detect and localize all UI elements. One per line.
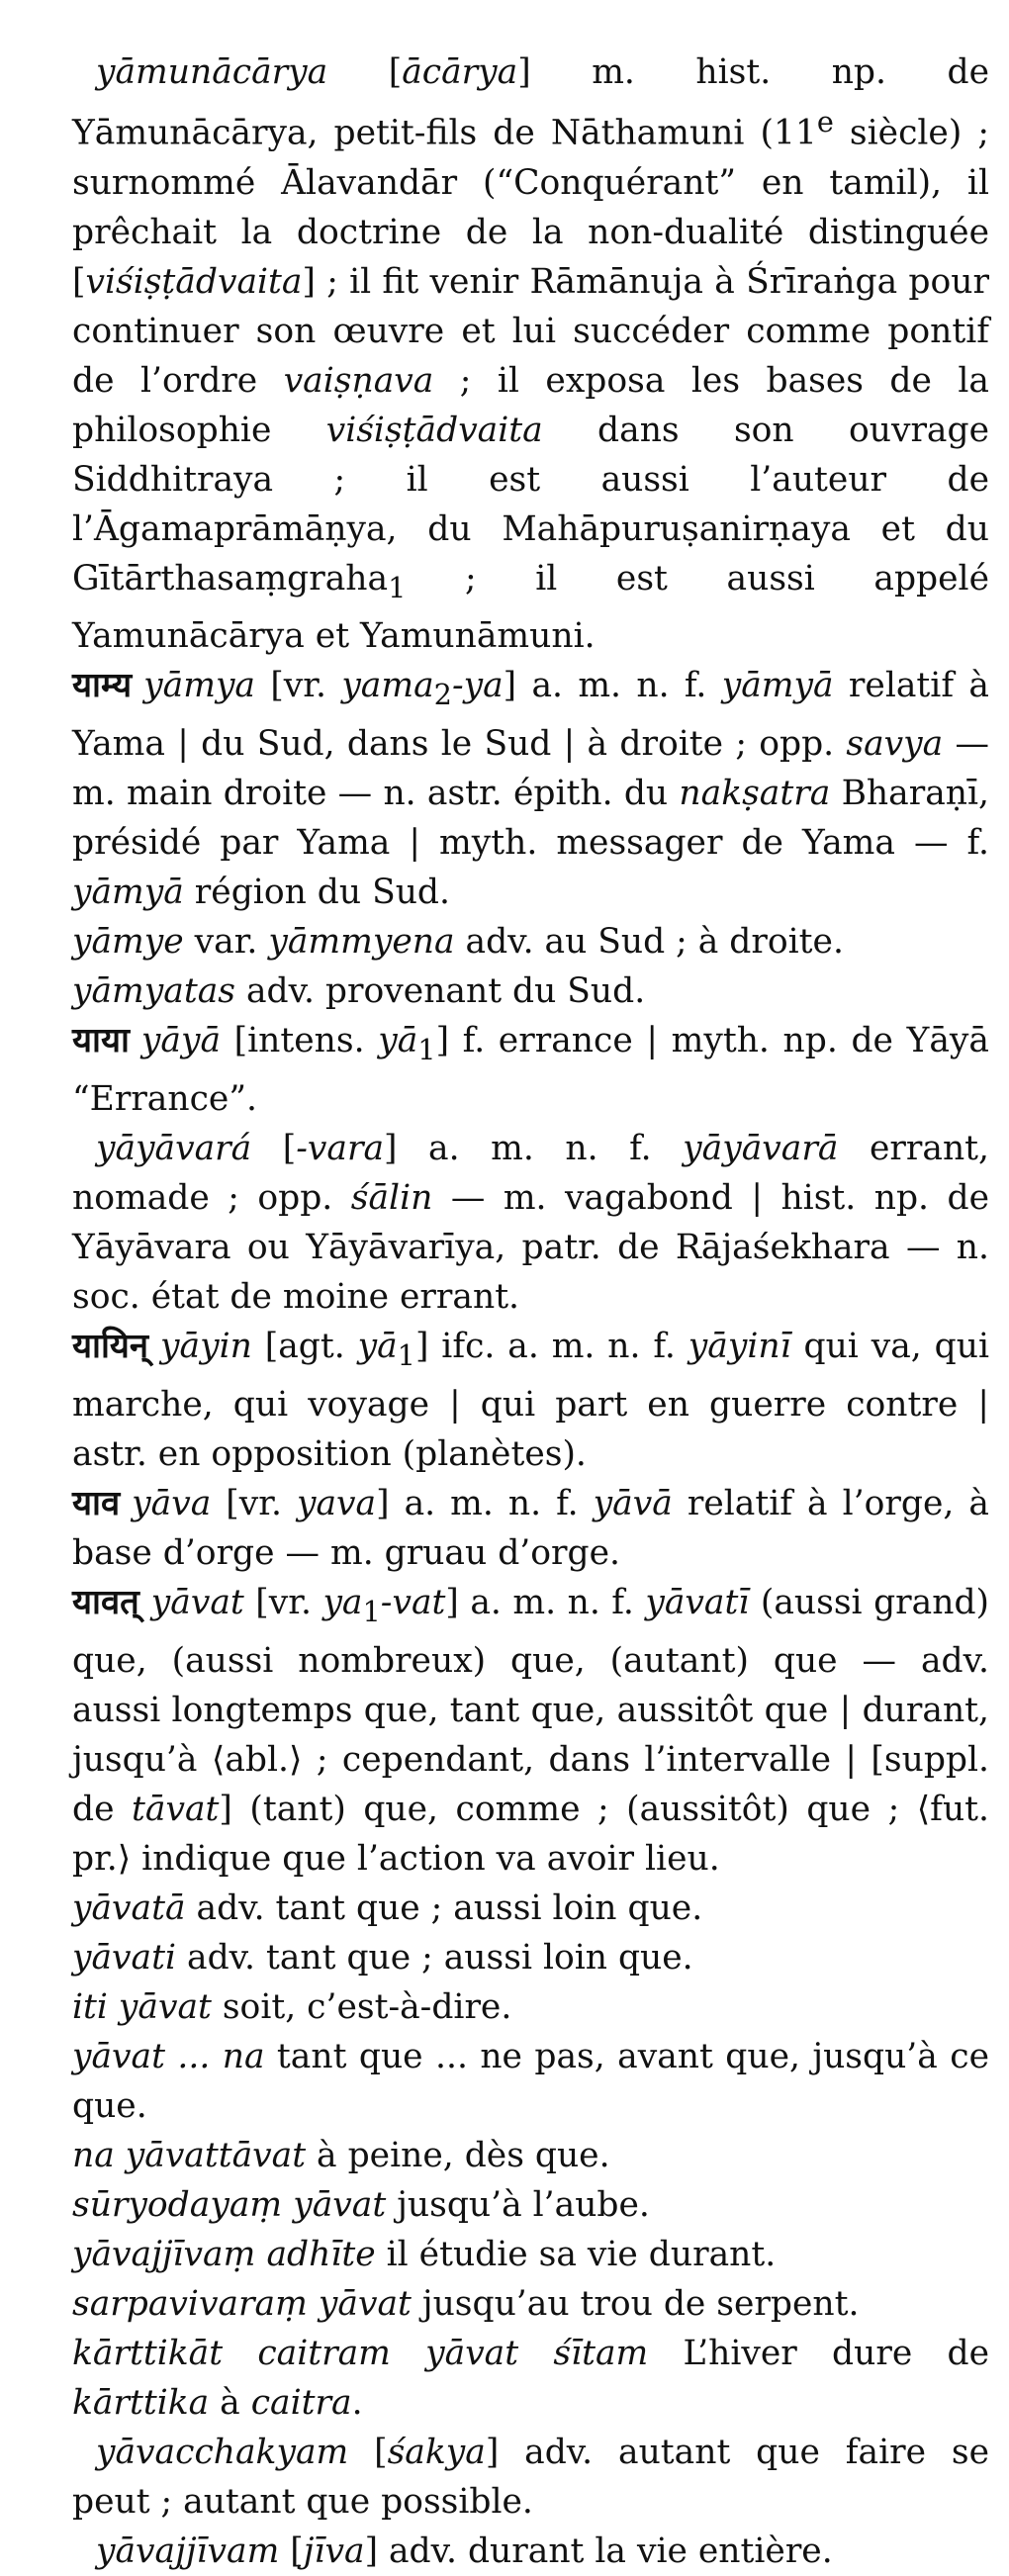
italic-term: yāyā [140, 1021, 222, 1061]
entry-text: [intens. [221, 1021, 379, 1061]
italic-term: yāyāvará [96, 1129, 252, 1169]
italic-term: yāmya [143, 666, 256, 706]
entry-text: siècle) ; surnommé Ālavandār (“Conquérant” en tamil), il prêchait la doctrine de la non-dualité distinguée [ [72, 113, 989, 302]
italic-term: ācārya [402, 52, 518, 92]
entry-text: . [351, 2382, 363, 2423]
italic-term: tāvat [132, 1789, 220, 1829]
italic-term: -vat [380, 1583, 446, 1623]
italic-term: yāva [132, 1484, 212, 1524]
entry-text: adv. au Sud ; à droite. [454, 922, 844, 963]
italic-term: -ya [451, 666, 504, 706]
dictionary-entry-yavati [72, 1933, 989, 1982]
entry-text: L’hiver dure de [648, 2333, 989, 2373]
entry-text: [vr. [243, 1583, 323, 1623]
subscript-index: 2 [433, 678, 452, 712]
entry-text: adv. tant que ; aussi loin que. [185, 1887, 703, 1928]
entry-text: ] ; il fit venir Rāmānuja à Śrīraṅga pour continuer son œuvre et lui succéder comme pontif de l’ordre [72, 261, 989, 401]
italic-term: kārttikāt caitram yāvat śītam [72, 2333, 649, 2373]
entry-text: [ [279, 2530, 304, 2571]
dictionary-entry-suryodayam [72, 2180, 989, 2230]
italic-term: yāmyā [72, 873, 184, 913]
dictionary-entry-na-yavattavat [72, 2131, 989, 2180]
entry-text: (aussi grand) que, (aussi nombreux) que, (autant) que — adv. aussi longtemps que, tant que, aussitôt que | durant, jusqu’à ⟨abl.⟩ ; cependant, dans l’intervalle | [suppl. de [72, 1583, 989, 1829]
subscript-index: 1 [362, 1594, 381, 1628]
dictionary-entry-yayavara [72, 1124, 989, 1322]
italic-term: yāvajjīvaṃ adhīte [72, 2234, 376, 2274]
dictionary-entry-karttikat [72, 2329, 989, 2428]
dictionary-entry-yavata [72, 1884, 989, 1933]
dictionary-entry-yayin [72, 1322, 989, 1479]
dictionary-entry-sarpavivaram [72, 2279, 989, 2329]
subscript-index: 1 [388, 570, 407, 604]
entry-text: à [209, 2382, 251, 2423]
subscript-index: 1 [397, 1338, 415, 1373]
italic-term: ya [322, 1583, 363, 1623]
entry-text: adv. tant que ; aussi loin que. [176, 1937, 693, 1978]
entry-text: ] a. m. n. f. [503, 666, 722, 706]
entry-text: adv. provenant du Sud. [234, 971, 646, 1012]
italic-term: yava [296, 1484, 377, 1524]
entry-text: ] a. m. n. f. [445, 1583, 646, 1623]
italic-term: kārttika [72, 2382, 210, 2423]
entry-text: — m. vagabond | hist. np. de Yāyāvara ou Yāyāvarīya, patr. de Rājaśekhara — n. soc. état de moine errant. [72, 1178, 989, 1318]
devanagari-headword: याव [72, 1484, 121, 1524]
entry-text: jusqu’au trou de serpent. [411, 2283, 860, 2324]
entry-text: jusqu’à l’aube. [386, 2184, 650, 2225]
italic-term: śakya [387, 2432, 486, 2472]
entry-text: — m. main droite — n. astr. épith. du [72, 724, 990, 814]
italic-term: yāmye [72, 922, 184, 963]
italic-term: sūryodayaṃ yāvat [72, 2184, 387, 2225]
italic-term: yama [341, 666, 434, 706]
entry-text: errant, nomade ; opp. [72, 1129, 989, 1219]
italic-term: caitra [250, 2382, 352, 2423]
italic-term: yāvat ... na [72, 2036, 265, 2076]
italic-term: nakṣatra [679, 774, 831, 814]
entry-text: [ [251, 1129, 297, 1169]
entry-text: tant que ... ne pas, avant que, jusqu’à ce que. [72, 2036, 989, 2126]
devanagari-headword: यावत् [72, 1583, 139, 1623]
dictionary-entry-yamye [72, 917, 989, 966]
italic-term: yāvatī [645, 1583, 750, 1623]
dictionary-entry-yava [72, 1479, 989, 1578]
italic-term: yāmyatas [72, 971, 235, 1012]
italic-term: yāvati [72, 1937, 177, 1978]
italic-term: na yāvattāvat [72, 2135, 307, 2175]
italic-term: yāmyā [721, 666, 834, 706]
italic-term: yāyāvarā [683, 1129, 839, 1169]
entry-text: ] f. errance | myth. np. de Yāyā “Errance”. [72, 1021, 989, 1120]
dictionary-entry-yavajjivam-adhite [72, 2230, 989, 2279]
entry-text: ] adv. durant la vie entière. [364, 2530, 833, 2571]
entry-text: Bharaṇī, présidé par Yama | myth. messager de Yama — f. [72, 774, 990, 864]
italic-term: iti yāvat [72, 1986, 212, 2027]
dictionary-entry-yavacchakyam [72, 2428, 989, 2527]
italic-term: yā [378, 1021, 418, 1061]
italic-term: yāvatā [72, 1887, 186, 1928]
italic-term: vaiṣṇava [283, 360, 434, 401]
entry-text: ] (tant) que, comme ; (aussitôt) que ; ⟨fut. pr.⟩ indique que l’action va avoir lieu. [72, 1789, 989, 1879]
dictionary-entry-yamunacarya [72, 47, 989, 661]
entry-text: qui va, qui marche, qui voyage | qui part en guerre contre | astr. en opposition (planètes). [72, 1327, 989, 1475]
entry-text: relatif à l’orge, à base d’orge — m. gruau d’orge. [72, 1484, 990, 1574]
entry-text: [vr. [255, 666, 342, 706]
italic-term: jīva [303, 2530, 365, 2571]
dictionary-entry-yaya [72, 1016, 989, 1124]
entry-text: ] adv. autant que faire se peut ; autant que possible. [72, 2432, 989, 2522]
italic-term: savya [846, 724, 944, 765]
entry-text: il étudie sa vie durant. [375, 2234, 777, 2274]
entry-text: [ [348, 2432, 388, 2472]
entry-text: ] a. m. n. f. [384, 1129, 684, 1169]
entry-text: à peine, dès que. [306, 2135, 610, 2175]
italic-term: sarpavivaraṃ yāvat [72, 2283, 412, 2324]
dictionary-entry-yavajjivam [72, 2527, 989, 2576]
entry-text: [agt. [251, 1327, 358, 1367]
italic-term: yāvajjīvam [96, 2530, 280, 2571]
subscript-index: 1 [417, 1033, 436, 1067]
italic-term: viśiṣṭādvaita [85, 261, 303, 302]
devanagari-headword: याया [72, 1021, 130, 1061]
italic-term: śālin [350, 1178, 433, 1219]
italic-term: yāmmyena [268, 922, 455, 963]
devanagari-headword: याम्य [72, 666, 133, 706]
dictionary-entry-yamyatas [72, 966, 989, 1016]
entry-text: dans son ouvrage Siddhitraya ; il est aussi l’auteur de l’Āgamaprāmāṇya, du Mahāpuruṣanirṇaya et du Gītārthasaṃgraha [72, 410, 990, 598]
italic-term: viśiṣṭādvaita [325, 410, 543, 450]
italic-term: yāyinī [688, 1327, 791, 1367]
entry-text: var. [183, 922, 269, 963]
italic-term: yāvat [150, 1583, 244, 1623]
italic-term: yāvā [593, 1484, 673, 1524]
entry-text: relatif à Yama | du Sud, dans le Sud | à droite ; opp. [72, 666, 989, 765]
dictionary-entry-yavat [72, 1578, 989, 1884]
entry-text: ] ifc. a. m. n. f. [414, 1327, 688, 1367]
italic-term: yāvacchakyam [96, 2432, 349, 2472]
superscript: e [816, 105, 834, 138]
devanagari-headword: यायिन् [72, 1327, 149, 1367]
entry-text: ; il est aussi appelé Yamunācārya et Yamunāmuni. [72, 558, 989, 657]
dictionary-entry-yavat-na [72, 2032, 989, 2131]
dictionary-entry-yamya [72, 661, 989, 917]
italic-term: yā [357, 1327, 398, 1367]
entry-text: ; il exposa les bases de la philosophie [72, 360, 989, 450]
entry-text: ] m. hist. np. de Yāmunācārya, petit-fils de Nāthamuni (11 [72, 52, 989, 153]
dictionary-entry-iti-yavat [72, 1982, 989, 2032]
italic-term: yāmunācārya [96, 52, 328, 92]
entry-text: [ [327, 52, 403, 92]
italic-term: -vara [296, 1129, 385, 1169]
italic-term: yāyin [160, 1327, 252, 1367]
entry-text: ] a. m. n. f. [376, 1484, 594, 1524]
entry-text: région du Sud. [183, 873, 450, 913]
entry-text: soit, c’est-à-dire. [211, 1986, 512, 2027]
entry-text: [vr. [211, 1484, 297, 1524]
